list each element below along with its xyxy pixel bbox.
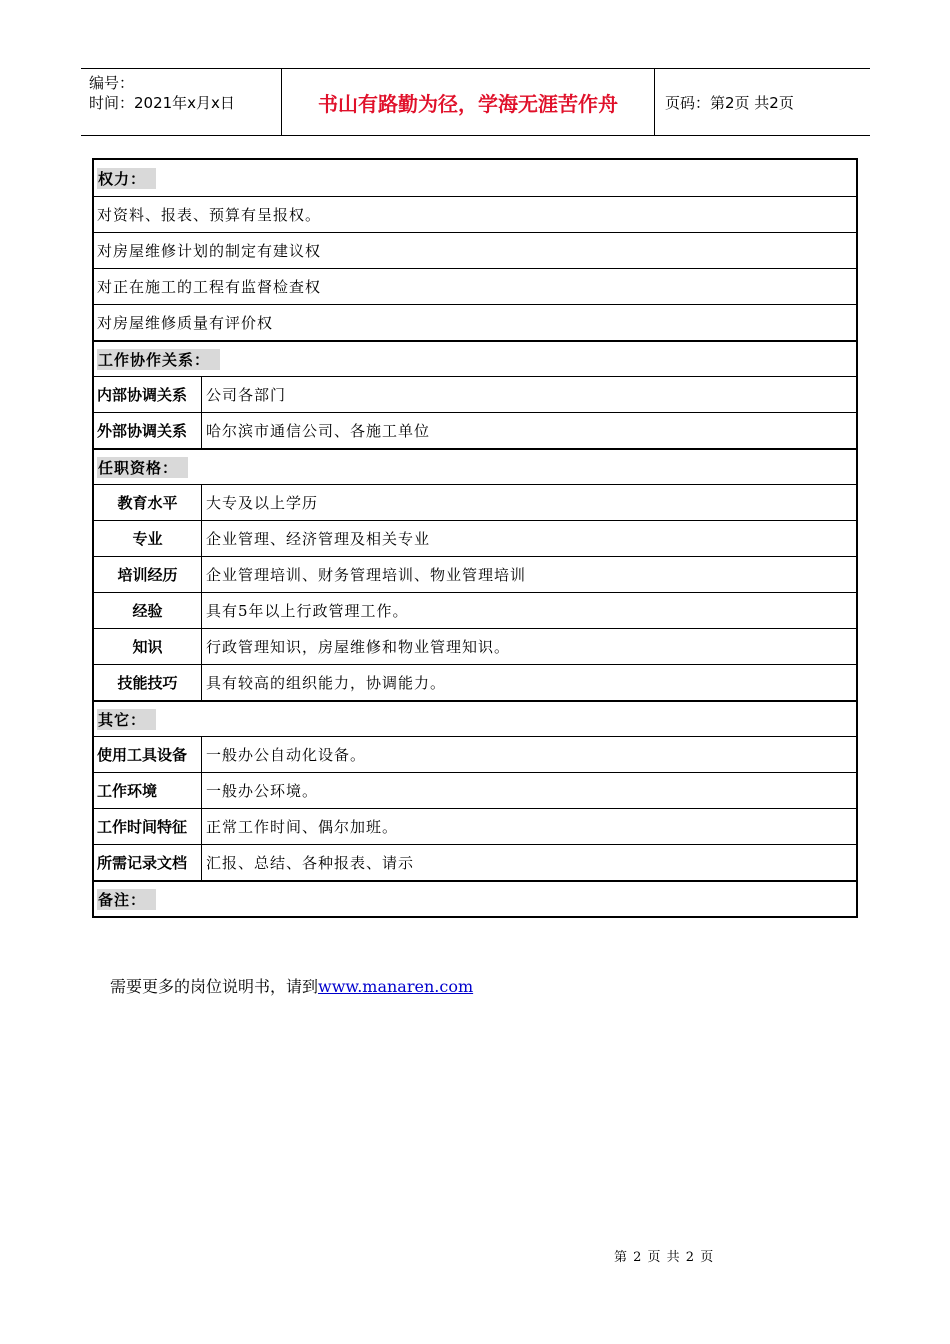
qualification-value: 大专及以上学历 (206, 494, 319, 512)
power-item-text: 对资料、报表、预算有呈报权。 (97, 206, 322, 224)
relations-label: 内部协调关系 (94, 377, 202, 412)
qualification-row (94, 592, 856, 628)
other-label: 所需记录文档 (94, 845, 202, 880)
other-row (94, 736, 856, 772)
section-relations-title: 工作协作关系： (97, 349, 220, 370)
relations-value: 哈尔滨市通信公司、各施工单位 (206, 422, 431, 440)
qualification-row (94, 628, 856, 664)
other-value: 一般办公自动化设备。 (206, 746, 367, 764)
header-motto: 书山有路勤为径，学海无涯苦作舟 (282, 69, 655, 135)
power-item (94, 268, 856, 304)
section-power-title: 权力： (97, 168, 156, 189)
power-item (94, 304, 856, 340)
qualification-row (94, 664, 856, 700)
footer-note (110, 974, 473, 997)
section-other-header (94, 700, 856, 736)
power-item (94, 196, 856, 232)
relations-row (94, 376, 856, 412)
power-item-text: 对房屋维修计划的制定有建议权 (97, 242, 322, 260)
other-label: 工作时间特征 (94, 809, 202, 844)
relations-row (94, 412, 856, 448)
doc-number-label: 编号： (89, 74, 135, 92)
qualification-value: 企业管理培训、财务管理培训、物业管理培训 (206, 566, 527, 584)
page-number: 第 2 页 共 2 页 (614, 1250, 715, 1265)
doc-time-label: 时间：2021年x月x日 (89, 94, 235, 112)
qualification-label: 培训经历 (94, 557, 202, 592)
qualification-value: 具有5年以上行政管理工作。 (206, 602, 409, 620)
qualification-label: 技能技巧 (94, 665, 202, 700)
other-row (94, 772, 856, 808)
page-header (81, 68, 870, 136)
qualification-value: 企业管理、经济管理及相关专业 (206, 530, 431, 548)
qualification-label: 教育水平 (94, 485, 202, 520)
footer-link[interactable]: www.manaren.com (318, 977, 474, 996)
qualification-value: 行政管理知识，房屋维修和物业管理知识。 (206, 638, 511, 656)
qualification-row (94, 520, 856, 556)
qualification-label: 经验 (94, 593, 202, 628)
header-meta (81, 69, 282, 135)
section-qualifications-title: 任职资格： (97, 457, 188, 478)
relations-value: 公司各部门 (206, 386, 287, 404)
section-qualifications-header (94, 448, 856, 484)
qualification-row (94, 484, 856, 520)
power-item-text: 对正在施工的工程有监督检查权 (97, 278, 322, 296)
qualification-row (94, 556, 856, 592)
job-description-table (92, 158, 858, 918)
other-value: 汇报、总结、各种报表、请示 (206, 854, 415, 872)
other-label: 工作环境 (94, 773, 202, 808)
header-page-info: 页码：第2页 共2页 (665, 93, 794, 112)
relations-label: 外部协调关系 (94, 413, 202, 448)
section-remarks-title: 备注： (97, 889, 156, 910)
qualification-label: 知识 (94, 629, 202, 664)
qualification-value: 具有较高的组织能力，协调能力。 (206, 674, 447, 692)
section-remarks-header (94, 880, 856, 916)
other-row (94, 844, 856, 880)
qualification-label: 专业 (94, 521, 202, 556)
power-item (94, 232, 856, 268)
section-power-header (94, 160, 856, 196)
section-relations-header (94, 340, 856, 376)
other-label: 使用工具设备 (94, 737, 202, 772)
other-row (94, 808, 856, 844)
footer-note-text: 需要更多的岗位说明书，请到 (110, 977, 319, 996)
other-value: 正常工作时间、偶尔加班。 (206, 818, 399, 836)
section-other-title: 其它： (97, 709, 156, 730)
power-item-text: 对房屋维修质量有评价权 (97, 314, 274, 332)
other-value: 一般办公环境。 (206, 782, 319, 800)
